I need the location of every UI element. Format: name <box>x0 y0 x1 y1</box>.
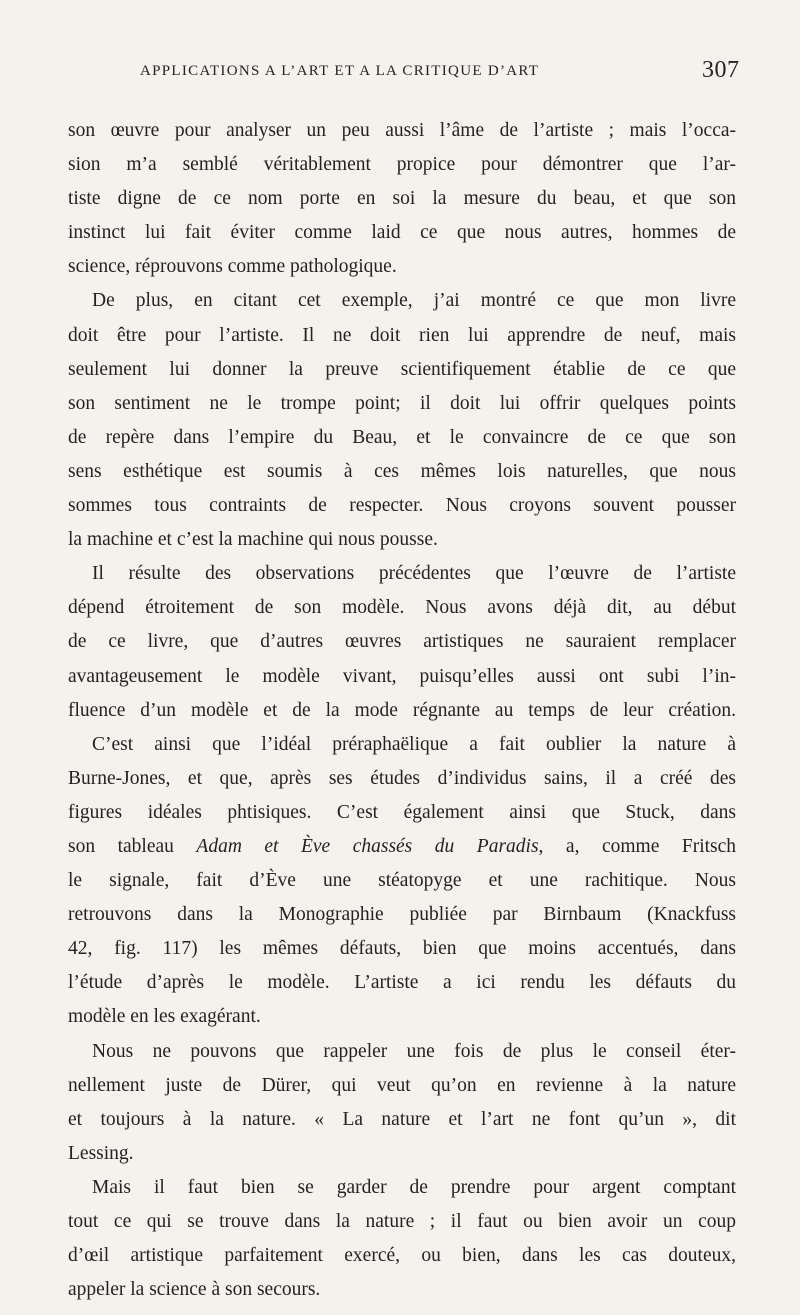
running-title: APPLICATIONS A L’ART ET A LA CRITIQUE D’ART <box>140 63 540 79</box>
text-line: Nous ne pouvons que rappeler une fois de plus le conseil éter- <box>92 1040 736 1062</box>
text-segment: son tableau <box>68 835 197 857</box>
text-line: et toujours à la nature. « La nature et l’art ne font qu’un », dit <box>68 1108 736 1130</box>
text-line: l’étude d’après le modèle. L’artiste a ici rendu les défauts du <box>68 972 736 994</box>
text-line: seulement lui donner la preuve scientifiquement établie de ce que <box>68 358 736 380</box>
body-text <box>68 114 736 1307</box>
text-line: Mais il faut bien se garder de prendre pour argent comptant <box>92 1176 736 1198</box>
text-line: modèle en les exagérant. <box>68 1006 261 1028</box>
text-line: C’est ainsi que l’idéal préraphaëlique a fait oublier la nature à <box>92 733 736 755</box>
text-line: sens esthétique est soumis à ces mêmes lois naturelles, que nous <box>68 460 736 482</box>
text-line: science, réprouvons comme pathologique. <box>68 256 397 278</box>
artwork-title: Adam et Ève chassés du Paradis <box>196 835 539 857</box>
page-number: 307 <box>702 57 740 83</box>
text-line: son œuvre pour analyser un peu aussi l’âme de l’artiste ; mais l’occa- <box>68 120 736 141</box>
text-line: son sentiment ne le trompe point; il doit lui offrir quelques points <box>68 392 736 414</box>
text-line: d’œil artistique parfaitement exercé, ou bien, dans les cas douteux, <box>68 1245 736 1267</box>
text-line: De plus, en citant cet exemple, j’ai montré ce que mon livre <box>92 290 736 312</box>
text-line: le signale, fait d’Ève une stéatopyge et une rachitique. Nous <box>68 870 736 892</box>
text-line: sion m’a semblé véritablement propice pour démontrer que l’ar- <box>68 154 736 176</box>
text-line: de repère dans l’empire du Beau, et le convaincre de ce que son <box>68 426 736 448</box>
text-line: nellement juste de Dürer, qui veut qu’on en revienne à la nature <box>68 1074 736 1096</box>
text-line: 42, fig. 117) les mêmes défauts, bien que moins accentués, dans <box>68 938 736 960</box>
running-head <box>0 57 800 91</box>
text-line: instinct lui fait éviter comme laid ce que nous autres, hommes de <box>68 222 736 244</box>
text-line: avantageusement le modèle vivant, puisqu’elles aussi ont subi l’in- <box>68 665 736 687</box>
text-line: tout ce qui se trouve dans la nature ; il faut ou bien avoir un coup <box>68 1211 736 1232</box>
text-line: sommes tous contraints de respecter. Nous croyons souvent pousser <box>68 495 736 517</box>
text-line: la machine et c’est la machine qui nous pousse. <box>68 529 438 551</box>
text-line: fluence d’un modèle et de la mode régnante au temps de leur création. <box>68 699 736 721</box>
text-line: Burne-Jones, et que, après ses études d’individus sains, il a créé des <box>68 767 736 789</box>
text-line: doit être pour l’artiste. Il ne doit rien lui apprendre de neuf, mais <box>68 324 736 346</box>
text-line: retrouvons dans la Monographie publiée par Birnbaum (Knackfuss <box>68 904 736 926</box>
text-segment: , a, comme Fritsch <box>538 835 737 857</box>
text-line: figures idéales phtisiques. C’est également ainsi que Stuck, dans <box>68 801 736 823</box>
text-line: appeler la science à son secours. <box>68 1279 321 1301</box>
text-line-with-title <box>68 830 736 864</box>
text-line: Il résulte des observations précédentes que l’œuvre de l’artiste <box>92 563 736 585</box>
text-line: dépend étroitement de son modèle. Nous avons déjà dit, au début <box>68 597 736 619</box>
text-line: tiste digne de ce nom porte en soi la mesure du beau, et que son <box>68 188 736 210</box>
text-line: Lessing. <box>68 1142 134 1164</box>
text-line: de ce livre, que d’autres œuvres artistiques ne sauraient remplacer <box>68 631 736 653</box>
